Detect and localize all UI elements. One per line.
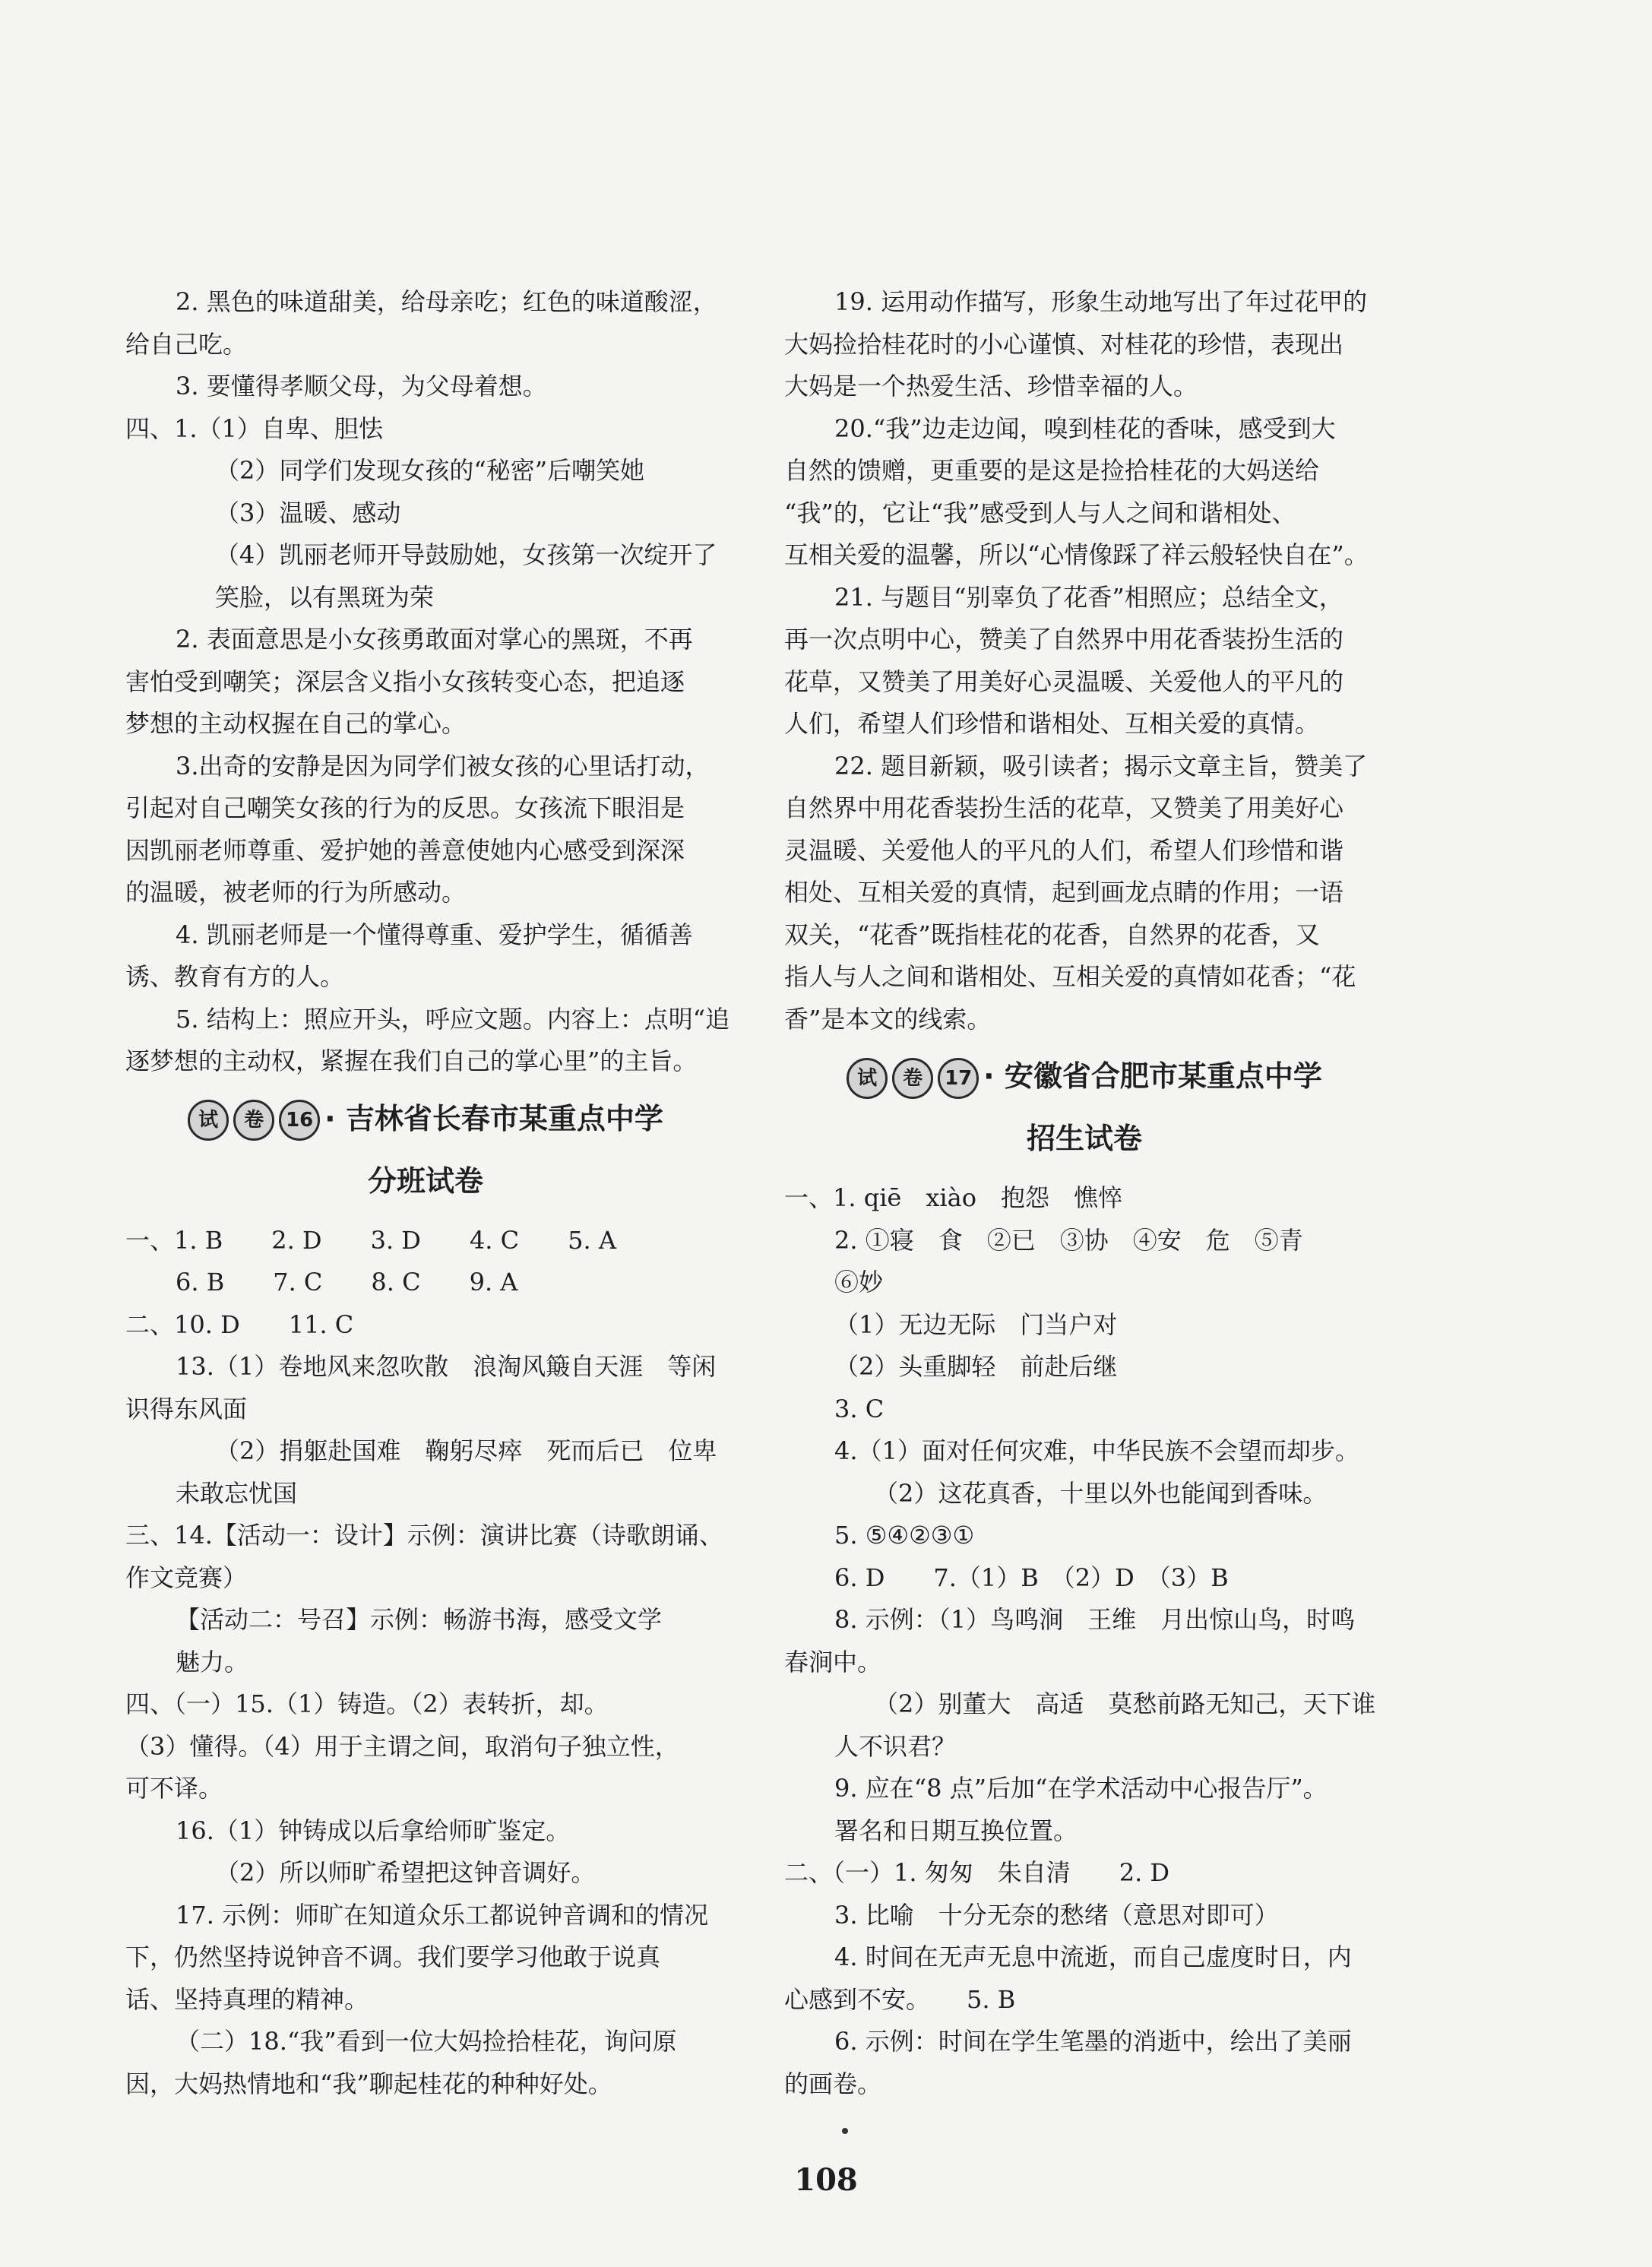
answer-line: （二）18.“我”看到一位大妈捡拾桂花，询问原	[176, 2027, 677, 2056]
answer-line: 下，仍然坚持说钟音不调。我们要学习他敢于说真	[125, 1942, 661, 1971]
answer-line: 因凯丽老师尊重、爱护她的善意使她内心感受到深深	[125, 835, 685, 865]
answer-line: 作文竞赛）	[125, 1563, 248, 1592]
section-subheading: 分班试卷	[367, 1164, 483, 1198]
answer-line: 19. 运用动作描写，形象生动地写出了年过花甲的	[834, 287, 1368, 316]
answer-line: 大妈捡拾桂花时的小心谨慎、对桂花的珍惜，表现出	[784, 329, 1344, 359]
answer-line: 的温暖，被老师的行为所感动。	[125, 878, 467, 907]
answer-line: 害怕受到嘲笑；深层含义指小女孩转变心态，把追逐	[125, 666, 685, 696]
answer-line: 20.“我”边走边闻，嗅到桂花的香味，感受到大	[834, 413, 1336, 443]
left-column	[125, 281, 756, 2105]
answer-line: 22. 题目新颖，吸引读者；揭示文章主旨，赞美了	[834, 751, 1368, 780]
answer-line: 的画卷。	[784, 2069, 882, 2098]
answer-line: （4）凯丽老师开导鼓励她，女孩第一次绽开了	[215, 540, 717, 569]
answer-line: 人不识君？	[834, 1731, 957, 1761]
answer-line: 【活动二：号召】示例：畅游书海，感受文学	[176, 1605, 663, 1634]
answer-line: 5. 结构上：照应开头，呼应文题。内容上：点明“追	[176, 1004, 730, 1034]
answer-line: 21. 与题目“别辜负了花香”相照应；总结全文，	[834, 582, 1343, 612]
answer-line: （2）头重脚轻 前赴后继	[834, 1352, 1118, 1381]
exam-badge-icon: 卷	[892, 1058, 933, 1099]
answer-line: 魅力。	[176, 1647, 249, 1677]
exam-badge-icon: 试	[847, 1058, 888, 1099]
answer-line: 3. C	[834, 1394, 885, 1423]
answer-line: （2）别董大 高适 莫愁前路无知己，天下谁	[874, 1689, 1376, 1718]
exam-badge-icon: 17	[938, 1058, 979, 1099]
exam-badge-icon: 卷	[233, 1100, 274, 1141]
section-heading-text: · 安徽省合肥市某重点中学	[983, 1059, 1322, 1093]
answer-line: 自然界中用花香装扮生活的花草，又赞美了用美好心	[784, 793, 1344, 822]
answer-line: 未敢忘忧国	[176, 1478, 298, 1508]
answer-line: 香”是本文的线索。	[784, 1004, 992, 1034]
right-column	[784, 281, 1415, 2105]
exam-badge-icon: 16	[279, 1100, 320, 1141]
answer-line: 四、（一）15.（1）铸造。（2）表转折，却。	[125, 1689, 609, 1718]
answer-line: 17. 示例：师旷在知道众乐工都说钟音调和的情况	[176, 1900, 709, 1930]
answer-line: 4.（1）面对任何灾难，中华民族不会望而却步。	[834, 1436, 1359, 1465]
answer-line: 2. 表面意思是小女孩勇敢面对掌心的黑斑，不再	[176, 625, 693, 654]
answer-line: 13.（1）卷地风来忽吹散 浪淘风簸自天涯 等闲	[176, 1352, 717, 1381]
answer-line: 互相关爱的温馨，所以“心情像踩了祥云般轻快自在”。	[784, 540, 1369, 569]
section-heading	[784, 1048, 1415, 1104]
answer-line: 3. 比喻 十分无奈的愁绪（意思对即可）	[834, 1900, 1279, 1930]
answer-line: 花草，又赞美了用美好心灵温暖、关爱他人的平凡的	[784, 666, 1344, 696]
answer-line: 2. 黑色的味道甜美，给母亲吃；红色的味道酸涩，	[176, 287, 717, 316]
answer-line: 9. 应在“8 点”后加“在学术活动中心报告厅”。	[834, 1774, 1328, 1803]
section-heading	[125, 1091, 756, 1147]
answer-line: 灵温暖、关爱他人的平凡的人们，希望人们珍惜和谐	[784, 835, 1344, 865]
exam-badge-icon: 试	[188, 1100, 229, 1141]
answer-line: （2）同学们发现女孩的“秘密”后嘲笑她	[215, 456, 645, 485]
answer-line: 二、（一）1. 匆匆 朱自清 2. D	[784, 1858, 1170, 1887]
answer-line: 可不译。	[125, 1774, 223, 1803]
section-subheading: 招生试卷	[1026, 1122, 1142, 1155]
answer-line: 6. D 7.（1）B （2）D （3）B	[834, 1563, 1229, 1592]
answer-line: 二、10. D 11. C	[125, 1309, 354, 1339]
answer-line: “我”的，它让“我”感受到人与人之间和谐相处、	[784, 498, 1296, 527]
answer-line: 因，大妈热情地和“我”聊起桂花的种种好处。	[125, 2069, 612, 2098]
answer-line: 3. 要懂得孝顺父母，为父母着想。	[176, 372, 547, 401]
section-heading-text: · 吉林省长春市某重点中学	[324, 1101, 663, 1135]
answer-line: 引起对自己嘲笑女孩的行为的反思。女孩流下眼泪是	[125, 793, 685, 822]
answer-line: （3）懂得。（4）用于主谓之间，取消句子独立性，	[125, 1731, 679, 1761]
answer-line: 自然的馈赠，更重要的是这是捡拾桂花的大妈送给	[784, 456, 1320, 485]
answer-line: （2）这花真香，十里以外也能闻到香味。	[874, 1478, 1328, 1508]
answer-line: 三、14.【活动一：设计】示例：演讲比赛（诗歌朗诵、	[125, 1521, 723, 1550]
answer-line: ⑥妙	[834, 1268, 884, 1297]
answer-line: 一、1. qiē xiào 抱怨 憔悴	[784, 1183, 1122, 1212]
answer-line: 给自己吃。	[125, 329, 248, 359]
answer-line: （3）温暖、感动	[215, 498, 401, 527]
page-dot	[842, 2128, 848, 2134]
answer-line: 大妈是一个热爱生活、珍惜幸福的人。	[784, 372, 1198, 401]
answer-line: 8. 示例：（1）鸟鸣涧 王维 月出惊山鸟，时鸣	[834, 1605, 1356, 1634]
answer-line: 识得东风面	[125, 1394, 248, 1423]
answer-line: （2）捐躯赴国难 鞠躬尽瘁 死而后已 位卑	[215, 1436, 717, 1465]
answer-line: 5. ⑤④②③①	[834, 1521, 975, 1550]
answer-line: （2）所以师旷希望把这钟音调好。	[215, 1858, 596, 1887]
answer-line: （1）无边无际 门当户对	[834, 1309, 1118, 1339]
answer-line: 署名和日期互换位置。	[834, 1816, 1078, 1845]
answer-line: 人们，希望人们珍惜和谐相处、互相关爱的真情。	[784, 709, 1320, 738]
answer-line: 诱、教育有方的人。	[125, 962, 345, 991]
answer-line: 双关，“花香”既指桂花的花香，自然界的花香，又	[784, 920, 1320, 949]
answer-line: 2. ①寝 食 ②已 ③协 ④安 危 ⑤青	[834, 1225, 1303, 1255]
answer-line: 逐梦想的主动权，紧握在我们自己的掌心里”的主旨。	[125, 1046, 698, 1075]
answer-line: 指人与人之间和谐相处、互相关爱的真情如花香；“花	[784, 962, 1356, 991]
answer-line: 笑脸，以有黑斑为荣	[215, 582, 435, 612]
answer-line: 相处、互相关爱的真情，起到画龙点睛的作用；一语	[784, 878, 1344, 907]
answer-line: 4. 凯丽老师是一个懂得尊重、爱护学生，循循善	[176, 920, 693, 949]
answer-line: 6. 示例：时间在学生笔墨的消逝中，绘出了美丽	[834, 2027, 1352, 2056]
answer-line: 3.出奇的安静是因为同学们被女孩的心里话打动，	[176, 751, 710, 780]
answer-line: 一、1. B 2. D 3. D 4. C 5. A	[125, 1225, 616, 1255]
answer-line: 再一次点明中心，赞美了自然界中用花香装扮生活的	[784, 625, 1344, 654]
answer-line: 四、1.（1）自卑、胆怯	[125, 413, 383, 443]
page-number: 108	[794, 2162, 858, 2198]
answer-line: 春涧中。	[784, 1647, 882, 1677]
answer-line: 4. 时间在无声无息中流逝，而自己虚度时日，内	[834, 1942, 1352, 1971]
answer-line: 话、坚持真理的精神。	[125, 1984, 369, 2014]
answer-line: 16.（1）钟铸成以后拿给师旷鉴定。	[176, 1816, 571, 1845]
answer-line: 6. B 7. C 8. C 9. A	[176, 1268, 518, 1297]
answer-line: 梦想的主动权握在自己的掌心。	[125, 709, 467, 738]
answer-line: 心感到不安。 5. B	[784, 1984, 1016, 2014]
